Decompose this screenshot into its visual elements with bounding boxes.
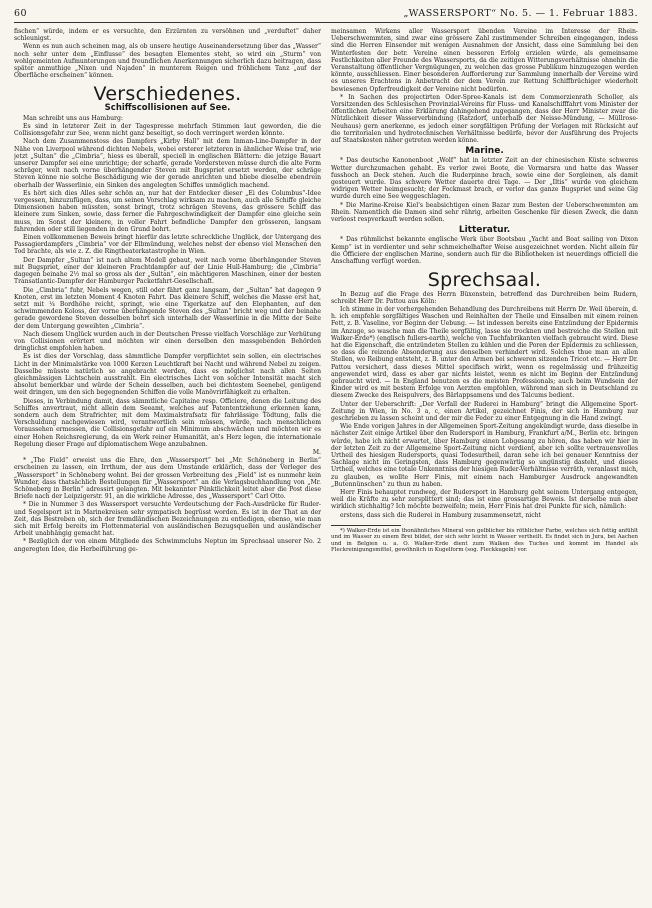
paragraph: Nach dem Zusammenstoss des Dampfers „Kirby Hall“ mit dem Inman-Line-Dampfer in der Nähe von Liverpool während dichten Nebels, wobei ersterer letzteren in ähnlicher Weise traf, wie jetzt „Sultan“ die „Cimbria“, hiess es überall, speciell in englischen Blättern: die jetzige Bauart unserer Dampfer sei eine unrichtige; der scharfe, gerade Vordersteven müsse durch die alte Form schräger, weit nach vorne überhängender Steven mit Bugspriet ersetzt werden, der schräge Steven könne nie solche Beschädigung wie der gerade anrichten und bliebe dieselbe ebendrein oberhalb der Wasserlinie, ein Sinken des angelegten Schiffes unmöglich machend.	[14, 138, 321, 189]
paragraph: Wie Ende vorigen Jahres in der Allgemeinen Sport-Zeitung angekündigt wurde, dass dieselbe in nächster Zeit einige Artikel über den Rudersport in Hamburg, Frankfurt a/M., Berlin etc. bringen würde, habe ich nicht erwartet, über Hamburg einen Lobgesang zu hören, das haben wir hier in der letzten Zeit zu der Allgemeine Sport-Zeitung nicht verdient, aber ich sollte vertrauensvolles Urtheil des hiesigen Rudersports, quasi Todesurtheil, daran sehe ich bei genauer Kenntniss der Sachlage nicht im Geringsten, dass Hamburg gegenwärtig so ungünstig dasteht, und dieses Urtheil, welches eine totale Unkenntniss der hiesigen Ruder-Verhältnisse verräth, veranlasst mich, zu glauben, es wollte Herr Finis, mit einem nach Hamburger Ausdruck angewandten „Butennünschen“ zu thun zu haben.	[331, 423, 638, 488]
two-column-body	[14, 28, 638, 908]
paragraph: Nach diesem Unglück wurden auch in der Deutschen Presse vielfach Vorschläge zur Verhütung von Collisionen erörtert und möchten wir einen derselben den massgebenden Behörden dringlichst empfohlen haben.	[14, 330, 321, 353]
paragraph: Man schreibt uns aus Hamburg:	[23, 114, 123, 122]
paragraph: erstens, dass sich die Ruderei in Hamburg zusammensetzt, nicht	[340, 511, 541, 519]
paragraph: Dieses, in Verbindung damit, dass sämmtliche Capitaine resp. Officiere, denen die Leitung des Schiffes anvertraut, nicht allein dem Seeamt, welches auf Patententziehung erkennen kann, sondern auch dem Strafrichter, mit dem Maximalstrafsatz für fahrlässige Tödtung, falls die Verschuldung nachgewiesen wird, verantwortlich sein müssen, würde, nach menschlichem Voraussehen ermessen, die Collisionsgefahr auf ein Minimum abschwächen und möchten wir es einer Hohen Reichsregierung, da ein Werk reiner Humanität, an's Herz legen, die internationale Regelung dieser Frage auf diplomatischem Wege anzubahnen.	[14, 397, 321, 448]
paragraph: Unter der Ueberschrift: „Der Verfall der Ruderei in Hamburg“ bringt die Allgemeine Sport-Zeitung in Wien, in No. 3 a, c, einen Artikel, gezeichnet Finis, der sich in Hamburg nur geschrieben zu lassen scheint und der mir die Feder zu einer Entgegnung in die Hand zwingt.	[331, 400, 638, 422]
section-heading-sprechsaal: Sprechsaal.	[427, 269, 542, 292]
page-running-title: „WASSERSPORT“ No. 5. — 1. Februar 1883.	[403, 8, 638, 19]
paragraph: In Bezug auf die Frage des Herrn Büxenstein, betreffend das Durchreiben beim Rudern, schreibt Herr Dr. Pattou aus Köln:	[331, 290, 638, 305]
paragraph: * Bezüglich der von einem Mitgliede des Schwimmclubs Neptun im Sprechsaal unserer No. 2 angeregten Idee, die Herbeiführung ge-	[14, 538, 321, 553]
paragraph: * Das rühmlichst bekannte englische Werk über Bootsbau „Yacht and Boat sailing von Dixon Kemp“ ist in verdienter und sehr schmeichelhafter Weise ausgezeichnet worden. Nicht allein für die Officiere der englischen Marine, sondern auch für die Bibliotheken ist neuerdings officiell die Anschaffung verfügt worden.	[331, 236, 638, 266]
section-heading-marine: Marine.	[465, 146, 504, 157]
footnote: *) Walker-Erde ist ein thonähnliches Mineral von gelblicher bis röthlicher Farbe, welches sich fettig anfühlt und im Wasser zu einem Brei bildet, der sich sehr leicht in Wasser vertheilt. Es findet sich in Jura, bei Aachen und in Belgien u. a. O. Walker-Erde dient zum Walken des Tuches und kommt im Handel als Fleckreinigungsmittel, gewöhnlich in Kugelform (sog. Fleckkugeln) vor.	[331, 527, 638, 554]
footnote-divider	[331, 525, 401, 526]
paragraph: Es sind in letzterer Zeit in der Tagespresse mehrfach Stimmen laut geworden, die die Collisionsgefahr zur See, wenn nicht ganz beseitigt, so doch verringert werden könnte.	[14, 123, 321, 138]
paragraph: Es ist dies der Vorschlag, dass sämmtliche Dampfer verpflichtet sein sollen, ein electrisches Licht in der Minimalstärke von 1000 Kerzen Leuchtkraft bei Nacht und während Nebel zu zeigen. Dasselbe müsste natürlich so angebracht werden, dass es möglichst nach allen Seiten gleichmässigen Lichtschein ausstrahlt. Ein electrisches Licht von solcher Intensität macht sich absolut bemerkbar und würde der Schein desselben, auch bei dichtestem Seenebel, genügend weit dringen, um den sich begegnenden Schiffen die volle Manövrirfähigkeit zu erhalten.	[14, 353, 321, 397]
paragraph: fischen“ würde, indem er es versuchte, den Erzürnten zu versöhnen und „verduftet“ daher schleunigst.	[14, 28, 321, 43]
page-number: 60	[14, 8, 28, 19]
section-heading-litteratur: Litteratur.	[458, 225, 511, 236]
paragraph: Herr Finis behauptet rundweg, der Rudersport in Hamburg geht seinem Untergang entgegen, weil die Kräfte zu sehr zersplittert sind; das ist eine grossartige Beweis. Ist derselbe nun aber wirklich stichhaltig? Ich möchte bezweifeln; mein, Herr Finis hat drei Punkte für sich, nämlich:	[331, 488, 638, 511]
page-header	[14, 8, 638, 23]
paragraph: Einen vollkommenen Beweis bringt hierfür das letzte schreckliche Unglück, der Untergang des Passagierdampfers „Cimbria“ vor der Elbmündung, welches nebst der ebenso viel Menschen den Tod brachte, als wie z. Z. die Ringtheaterkatastrophe in Wien.	[14, 234, 321, 256]
paragraph: Es hört sich dies Alles sehr schön an, nur hat der Entdecker dieser „Ei des Columbus“-Idee vergessen, hinzuzufügen, dass, um seinen Vorschlag wirksam zu machen, auch alle Schiffe gleiche Dimensionen haben müssten, sonst bringt, trotz schrägen Stevens, das grössere Schiff das kleinere zum Sinken, sowie, dass ferner die Fahrgeschwindigkeit der Dampfer eine gleiche sein muss, im Sonst der kleinere, in voller Fahrt befindliche Dampfer den grösseren, langsam fahrenden oder still liegenden in den Grund bohrt.	[14, 189, 321, 233]
paragraph: * In Sachen des projectirten Oder-Spree-Kanals ist dem Commerzienrath Scholler, als Vorsitzenden des Schlesischen Provinzial-Vereins für Fluss- und Kanalschifffahrt vom Minister der öffentlichen Arbeiten eine Erklärung dahingehend zugegangen, dass der Herr Minister zwar die Nützlichkeit dieser Wasserverbindung (Ratzdorf, unterhalb der Neisse-Mündung, — Müllrose-Neuhaus) gern anerkenne, es jedoch einer sorgfältigen Prüfung der Vorlagen mit Rücksicht auf die territorialen und hydrotechnischen Verhältnisse bedürfe, bevor der Ausführung des Projects auf Staatskosten näher getreten werden könne.	[331, 93, 638, 145]
article-heading-schiffscollisionen: Schiffscollisionen auf See.	[104, 102, 231, 113]
paragraph: Wenn es nun auch scheinen mag, als ob unsere heutige Auseinandersetzung über das „Wasser“ noch sehr unter dem „Einflusse“ des besagten Elementes steht, so wird ein „Sturm“ von wohlgemeinten Aufmunterungen und freundlichen Anerkennungen sicherlich dazu beitragen, dass später anmuthige „Nixen und Najaden“ in munterem Reigen und fröhlichem Tanz „auf der Oberfläche erscheinen“ können.	[14, 43, 321, 80]
paragraph: Der Dampfer „Sultan“ ist nach altem Modell gebaut, weit nach vorne überhängender Steven mit Bugspriet, einer der kleineren Frachtdampfer auf der Linie Hull-Hamburg; die „Cimbria“ dagegen beinahe 2½ mal so gross als der „Sultan“, ein mächtigeren Maschinen, einer der besten Transatlantic-Dampfer der Hamburger Packetfahrt-Gesellschaft.	[14, 256, 321, 286]
paragraph: * Das deutsche Kanonenboot „Wolf“ hat in letzter Zeit an der chinesischen Küste schweres Wetter durchzumachen gehabt. Es verlor zwei Boote, die Vormarsra und hatte das Wasser fusshoch an Deck stehen. Auch die Ruderpinne brach, sowie eine der Sorgleinen, als damit gesteuert wurde. Das schwere Wetter dauerte drei Tage. — Der „Iltis“ wurde von gleichem widrigen Wetter heimgesucht; der Fockmast brach, er verlor das ganze Bugspriet und seine Gig wurde durch eine See weggeschlagen.	[331, 157, 638, 201]
paragraph: * Die Marine-Kreise Kiel's beabsichtigen einen Bazar zum Besten der Ueberschwemmten am Rhein. Namentlich die Damen sind sehr rührig, arbeiten Geschenke für diesen Zweck, die dann verloost respverkauft werden sollen.	[331, 201, 638, 224]
section-heading-verschiedenes: Verschiedenes.	[93, 83, 242, 106]
left-column	[14, 28, 321, 908]
author-signature: M.	[312, 448, 321, 456]
paragraph: * „The Field“ erweist uns die Ehre, den „Wassersport“ bei „Mr. Schöneberg in Berlin“ erscheinen zu lassen, ein Irrthum, der aus dem Umstande erklärlich, dass der Verleger des „Wassersport“ in Schöneberg wohnt. Bei der grossen Verbreitung des „Field“ ist es nunmehr kein Wunder, dass thatsächlich Bestellungen für „Wassersport“ an die Verlagsbuchhandlung von „Mr. Schöneberg in Berlin“ adressirt gelangten. Mit bekannter Pünktlichkeit leitet aber die Post diese Briefe nach der Leipzigerstr. 91, an die wirkliche Adresse, des „Wassersport“ Carl Otto.	[14, 457, 321, 501]
paragraph: * Die in Nummer 3 des Wassersport versuchte Verdeutschung der Fach-Ausdrücke für Ruder- und Segelsport ist in Marinekreisen sehr sympatisch begrüsst worden. Es ist in der That an der Zeit, das Bestreben ob, sich der fremdländischen Bezeichnungen zu entledigen, ebenso, wie man sich mit Erfolg bereits im Flottenmaterial von ausländischen Bezugsquellen und ausländischer Arbeit unabhängig gemacht hat.	[14, 501, 321, 538]
paragraph: meinsamen Wirkens aller Wassersport übenden Vereine im Interesse der Rhein-Ueberschwemmten, sind zwar eine grössere Zahl zustimmender Schreiben eingegangen, indess sind die Herren Einsender mit wenigen Ausnahmen der Ansicht, dass eine Sammlung bei den Winterfesten der betr. Vereine einen besseren Erfolg erzielen würde, als gemeinsame Festlichkeiten aller Freunde des Wassersports, da die zeitigen Witterungsverhältnisse ohnehin die Veranstaltung öffentlicher Vergnügungen, zu welchen das grosse Publikum hinzugezogen werden könnte, ausschliessen. Einer besonderen Aufforderung zur Sammlung innerhalb der Vereine wird es unseres Erachtens in Anbetracht der dem Verein zur Rettung Schiffbrüchiger wiederholt bewiesenen Opferfreudigkeit der Vereine nicht bedürfen.	[331, 28, 638, 93]
right-column	[331, 28, 638, 908]
paragraph: Ich stimme in der vorhergehenden Behandlung des Durchreibens mit Herrn Dr. Weil überein, d. h. ich empfehle sorgfältiges Waschen und Reinhalten der Theile und Einsalben mit einem reinen Fett, z. B. Vaseline, vor Beginn der Uebung. — Ist indessen bereits eine Entzündung der Epidermis im Anzuge, so wasche man die Theile sorgfältig, lasse sie trocknen und bestreiche die Stellen mit Walker-Erde*) (englisch fullers-earth), welche von Tuchfabrikanten vielfach gebraucht wird. Diese hat die Eigenschaft, die entzündeten Stellen zu kühlen und die Poren der Epidermis zu schliessen, so dass die reizende Absonderung aus denselben verhindert wird. Solches thue man an allen Stellen, wo Reibung entsteht, z. B. unter den Armen bei schweren sitzenden Tricot etc. — Herr Dr. Pattou versichert, dass dieses Mittel specifisch wirkt, wenn es regelmässig und frühzeitig angewendet wird, dass es aber gar nichts leistet, wenn es nicht im Beginn der Entzündung gebraucht wird. — In England benutzen es die meisten Professionals; auch beim Wundsein der Kinder wird es mit bestem Erfolge von Aerzten empfohlen, während man sich in Deutschland zu diesem Zwecke des Reispulvers, des Bärlappsamens und des Talcums bedient.	[331, 305, 638, 400]
paragraph: Die „Cimbria“ fuhr, Nebels wegen, still oder fährt ganz langsam, der „Sultan“ hat dagegen 9 Knoten, erst im letzten Moment 4 Knoten Fahrt. Das kleinere Schiff, welches die Masse erst hat, setzt mit ¼ Bordhöhe reicht, springt, wie eine Tigerkatze auf den Elephanten, auf den schwimmenden Koloss, der vorne überhängende Steven des „Sultan“ bricht weg und der beinahe gerade gewordene Steven desselben bohrt sich unterhalb der Wasserlinie in die Mitte der Seite der dem Untergang geweihten „Cimbria“.	[14, 286, 321, 330]
